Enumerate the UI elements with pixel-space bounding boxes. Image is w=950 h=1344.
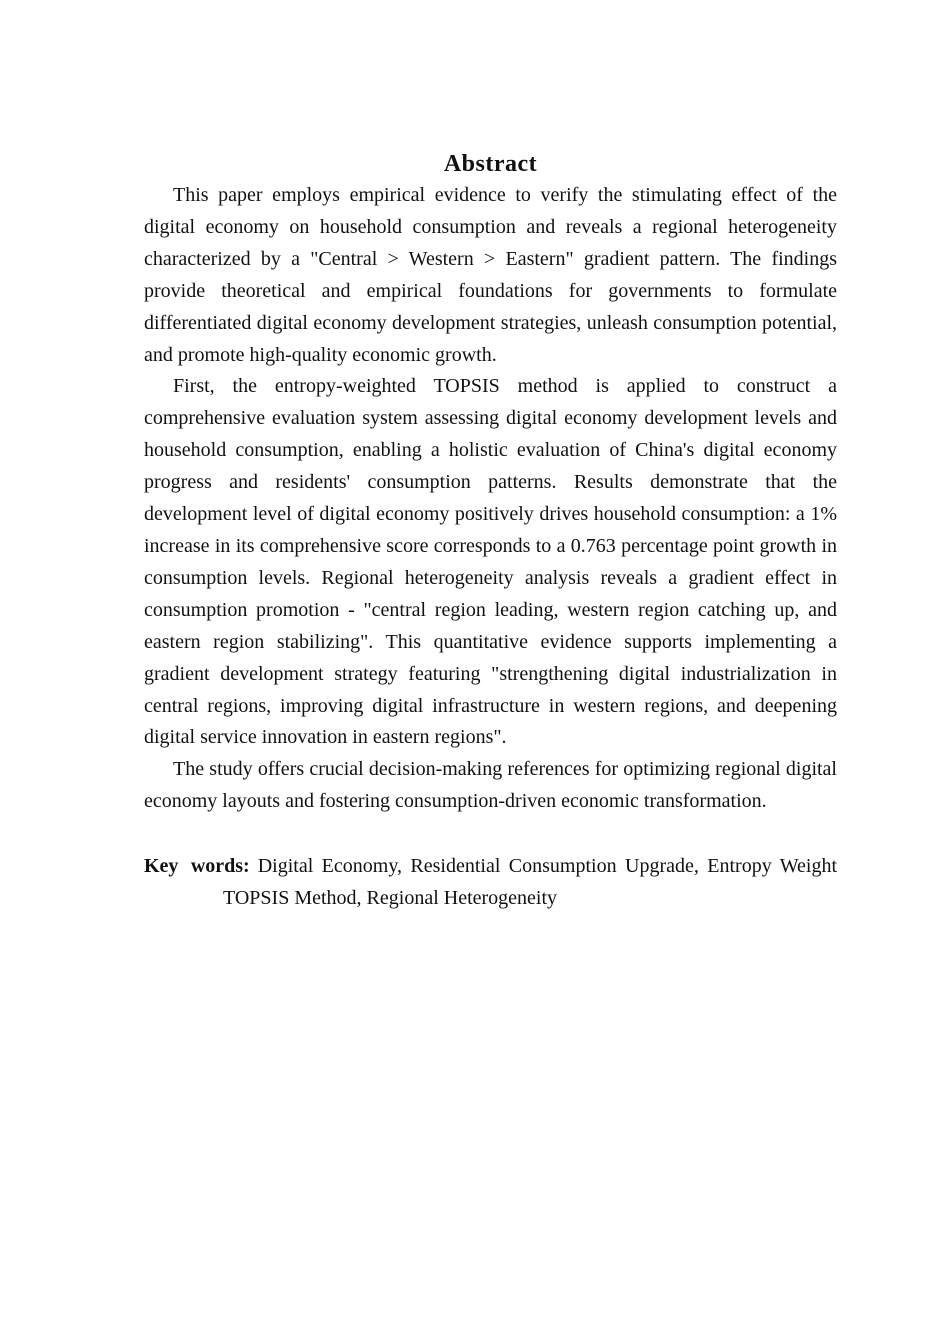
keywords-text: Digital Economy, Residential Consumption Upgrade, Entropy Weight TOPSIS Method, Regional Heterogeneity bbox=[223, 855, 837, 910]
keywords bbox=[144, 850, 837, 914]
abstract-title: Abstract bbox=[443, 151, 538, 177]
keywords-label: Key words: bbox=[144, 855, 250, 878]
abstract-paragraph-2: First, the entropy-weighted TOPSIS method is applied to construct a comprehensive evaluation system assessing digital economy development levels and household consumption, enabling a holistic evaluation of China's digital economy progress and residents' consumption patterns. Results demonstrate that the development level of digital economy positively drives household consumption: a 1% increase in its comprehensive score corresponds to a 0.763 percentage point growth in consumption levels. Regional heterogeneity analysis reveals a gradient effect in consumption promotion - "central region leading, western region catching up, and eastern region stabilizing". This quantitative evidence supports implementing a gradient development strategy featuring "strengthening digital industrialization in central regions, improving digital infrastructure in western regions, and deepening digital service innovation in eastern regions". bbox=[144, 375, 837, 749]
abstract-paragraph-1: This paper employs empirical evidence to verify the stimulating effect of the digital economy on household consumption and reveals a regional heterogeneity characterized by a "Central > Western > Eastern" gradient pattern. The findings provide theoretical and empirical foundations for governments to formulate differentiated digital economy development strategies, unleash consumption potential, and promote high-quality economic growth. bbox=[144, 184, 837, 366]
abstract-page bbox=[144, 148, 837, 914]
abstract-paragraph-3: The study offers crucial decision-making references for optimizing regional digital economy layouts and fostering consumption-driven economic transformation. bbox=[144, 758, 837, 813]
